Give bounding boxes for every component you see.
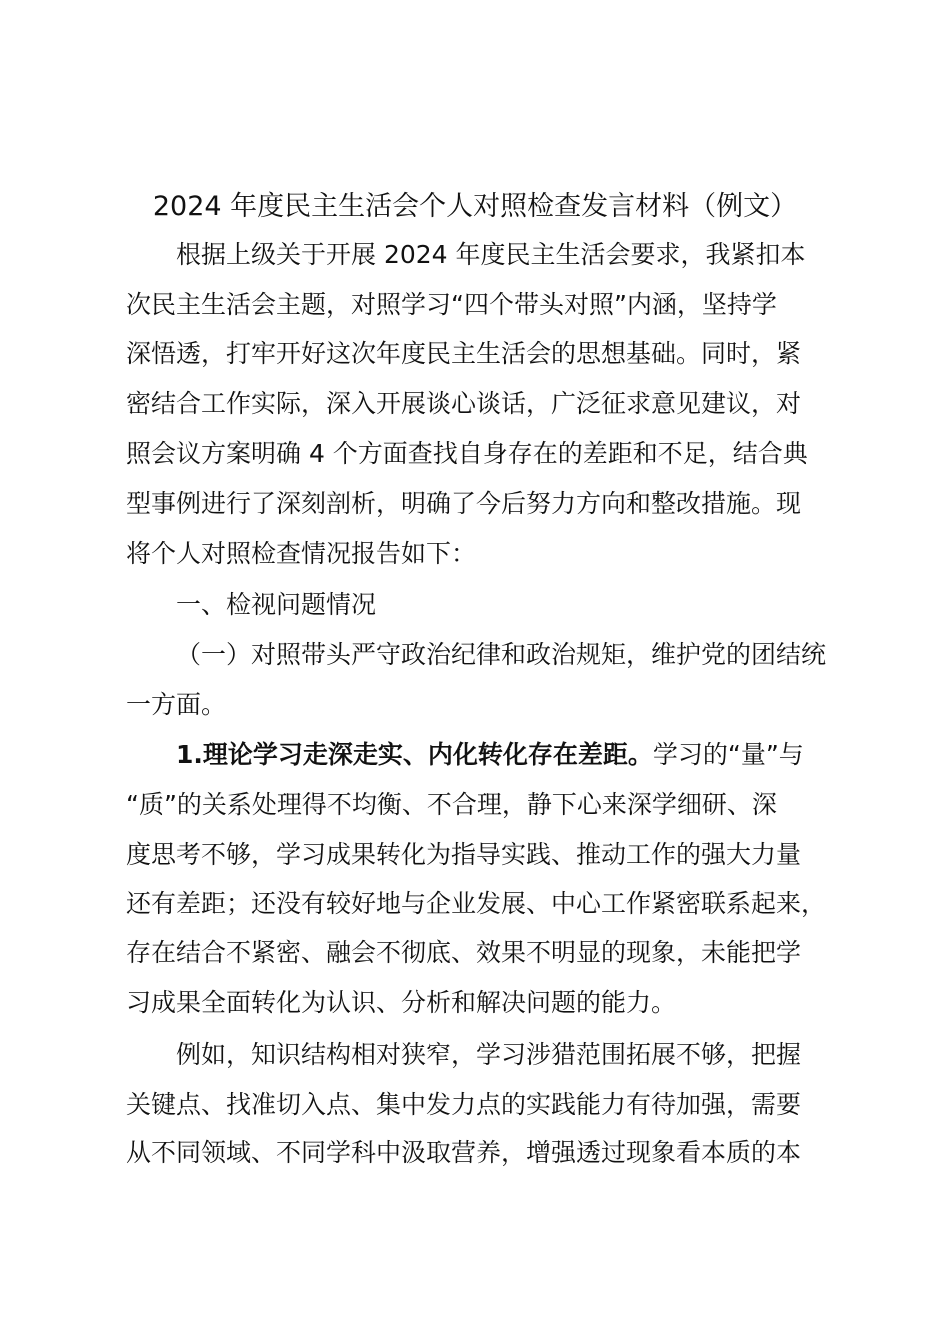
paragraph-line: 次民主生活会主题，对照学习“四个带头对照”内涵，坚持学	[126, 290, 777, 319]
document-title: 2024 年度民主生活会个人对照检查发言材料（例文）	[152, 191, 798, 222]
paragraph-line: 将个人对照检查情况报告如下：	[126, 539, 477, 568]
paragraph-line: 一方面。	[126, 690, 227, 719]
paragraph-line: （一）对照带头严守政治纪律和政治规矩，维护党的团结统	[176, 640, 827, 669]
paragraph-line: 深悟透，打牢开好这次年度民主生活会的思想基础。同时，紧	[126, 339, 802, 368]
paragraph-line: 存在结合不紧密、融会不彻底、效果不明显的现象，未能把学	[126, 938, 802, 967]
point-1-heading: 1.理论学习走深走实、内化转化存在差距。	[176, 740, 653, 769]
paragraph-line: 根据上级关于开展 2024 年度民主生活会要求，我紧扣本	[176, 240, 806, 269]
paragraph-line: 密结合工作实际，深入开展谈心谈话，广泛征求意见建议，对	[126, 389, 802, 418]
paragraph-line: 例如，知识结构相对狭窄，学习涉猎范围拓展不够，把握	[176, 1040, 802, 1069]
paragraph-line: 还有差距；还没有较好地与企业发展、中心工作紧密联系起来，	[126, 889, 827, 918]
section-heading: 一、检视问题情况	[176, 590, 377, 619]
paragraph-line: 度思考不够，学习成果转化为指导实践、推动工作的强大力量	[126, 840, 802, 869]
paragraph-line: 习成果全面转化为认识、分析和解决问题的能力。	[126, 988, 677, 1017]
paragraph-line: 照会议方案明确 4 个方面查找自身存在的差距和不足，结合典	[126, 439, 808, 468]
paragraph-line: 型事例进行了深刻剖析，明确了今后努力方向和整改措施。现	[126, 489, 802, 518]
point-1-text: 学习的“量”与	[652, 740, 804, 769]
paragraph-line: 从不同领域、不同学科中汲取营养，增强透过现象看本质的本	[126, 1138, 802, 1167]
paragraph-line: “质”的关系处理得不均衡、不合理，静下心来深学细研、深	[126, 790, 777, 819]
paragraph-line	[176, 730, 804, 780]
paragraph-line: 关键点、找准切入点、集中发力点的实践能力有待加强，需要	[126, 1090, 802, 1119]
